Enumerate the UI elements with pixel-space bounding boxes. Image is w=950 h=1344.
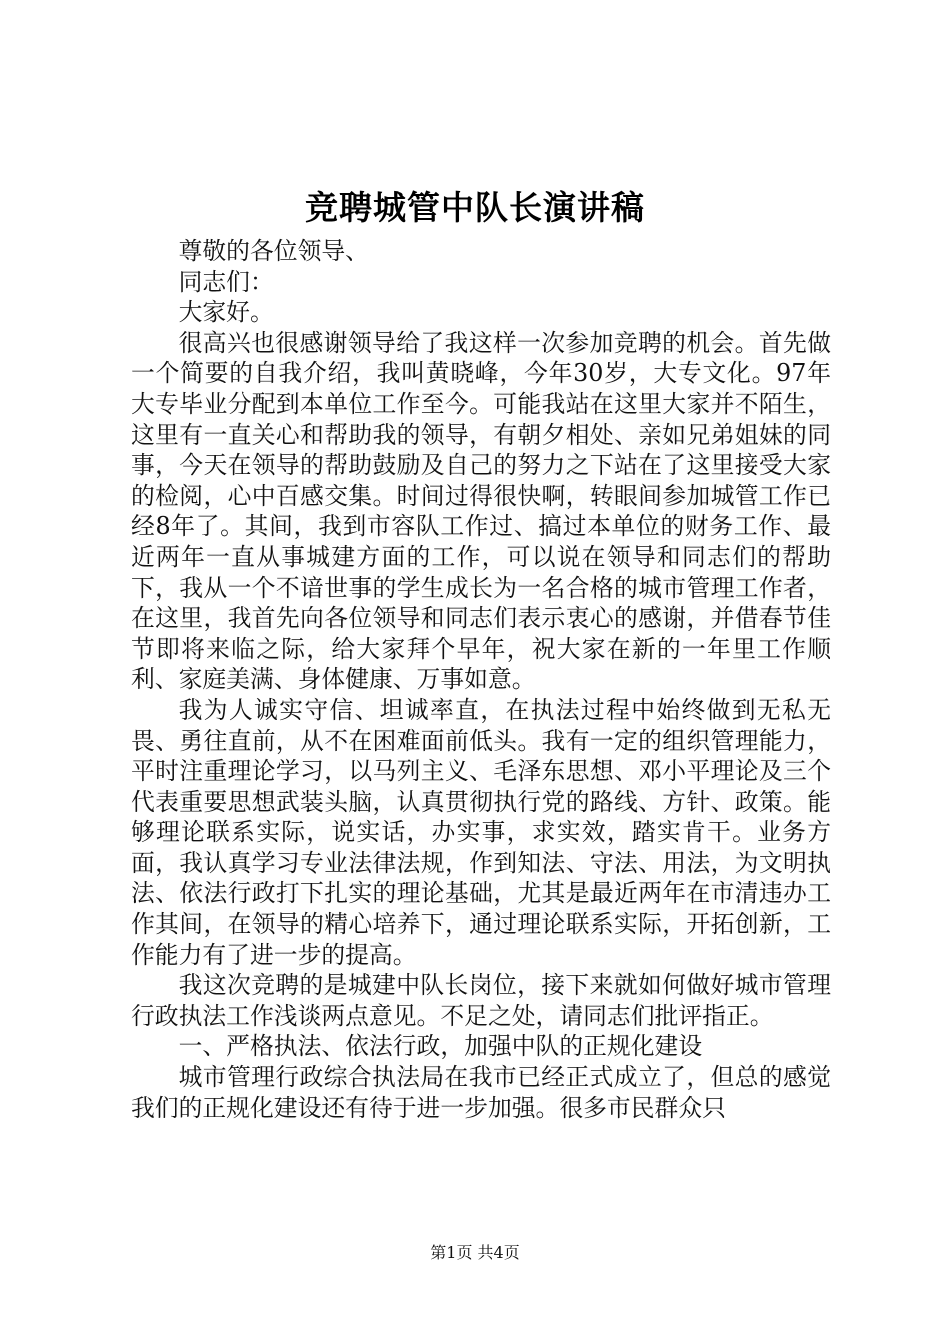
document-title: 竞聘城管中队长演讲稿	[305, 188, 645, 227]
paragraph-greeting: 大家好。	[178, 298, 274, 327]
paragraph-salutation-2: 同志们：	[178, 267, 274, 296]
paragraph-salutation-1: 尊敬的各位领导、	[178, 237, 369, 265]
paragraph-personal-qualities: 我为人诚实守信、坦诚率直，在执法过程中始终做到无私无畏、勇往直前，从不在困难面前低头。我有一定的组织管理能力，平时注重理论学习，以马列主义、毛泽东思想、邓小平理论及三个代表重要思想武装头脑，认真贯彻执行党的路线、方针、政策。能够理论联系实际，说实话，办实事，求实效，踏实肯干。业务方面，我认真学习专业法律法规，作到知法、守法、用法，为文明执法、依法行政打下扎实的理论基础，尤其是最近两年在市清违办工作其间，在领导的精心培养下，通过理论联系实际，开拓创新，工作能力有了进一步的提高。	[131, 695, 831, 969]
document-body	[131, 236, 831, 1123]
page-footer: 第1页 共4页	[430, 1243, 520, 1262]
paragraph-introduction: 很高兴也很感谢领导给了我这样一次参加竞聘的机会。首先做一个简要的自我介绍，我叫黄晓峰，今年30岁，大专文化。97年大专毕业分配到本单位工作至今。可能我站在这里大家并不陌生，这里有一直关心和帮助我的领导，有朝夕相处、亲如兄弟姐妹的同事，今天在领导的帮助鼓励及自己的努力之下站在了这里接受大家的检阅，心中百感交集。时间过得很快啊，转眼间参加城管工作已经8年了。其间，我到市容队工作过、搞过本单位的财务工作、最近两年一直从事城建方面的工作，可以说在领导和同志们的帮助下，我从一个不谙世事的学生成长为一名合格的城市管理工作者，在这里，我首先向各位领导和同志们表示衷心的感谢，并借春节佳节即将来临之际，给大家拜个早年，祝大家在新的一年里工作顺利、家庭美满、身体健康、万事如意。	[131, 328, 831, 694]
section-heading-1: 一、严格执法、依法行政，加强中队的正规化建设	[178, 1032, 703, 1061]
paragraph-position: 我这次竞聘的是城建中队长岗位，接下来就如何做好城市管理行政执法工作浅谈两点意见。不足之处，请同志们批评指正。	[131, 971, 831, 1030]
paragraph-section-1-text: 城市管理行政综合执法局在我市已经正式成立了，但总的感觉我们的正规化建设还有待于进一步加强。很多市民群众只	[131, 1063, 831, 1122]
